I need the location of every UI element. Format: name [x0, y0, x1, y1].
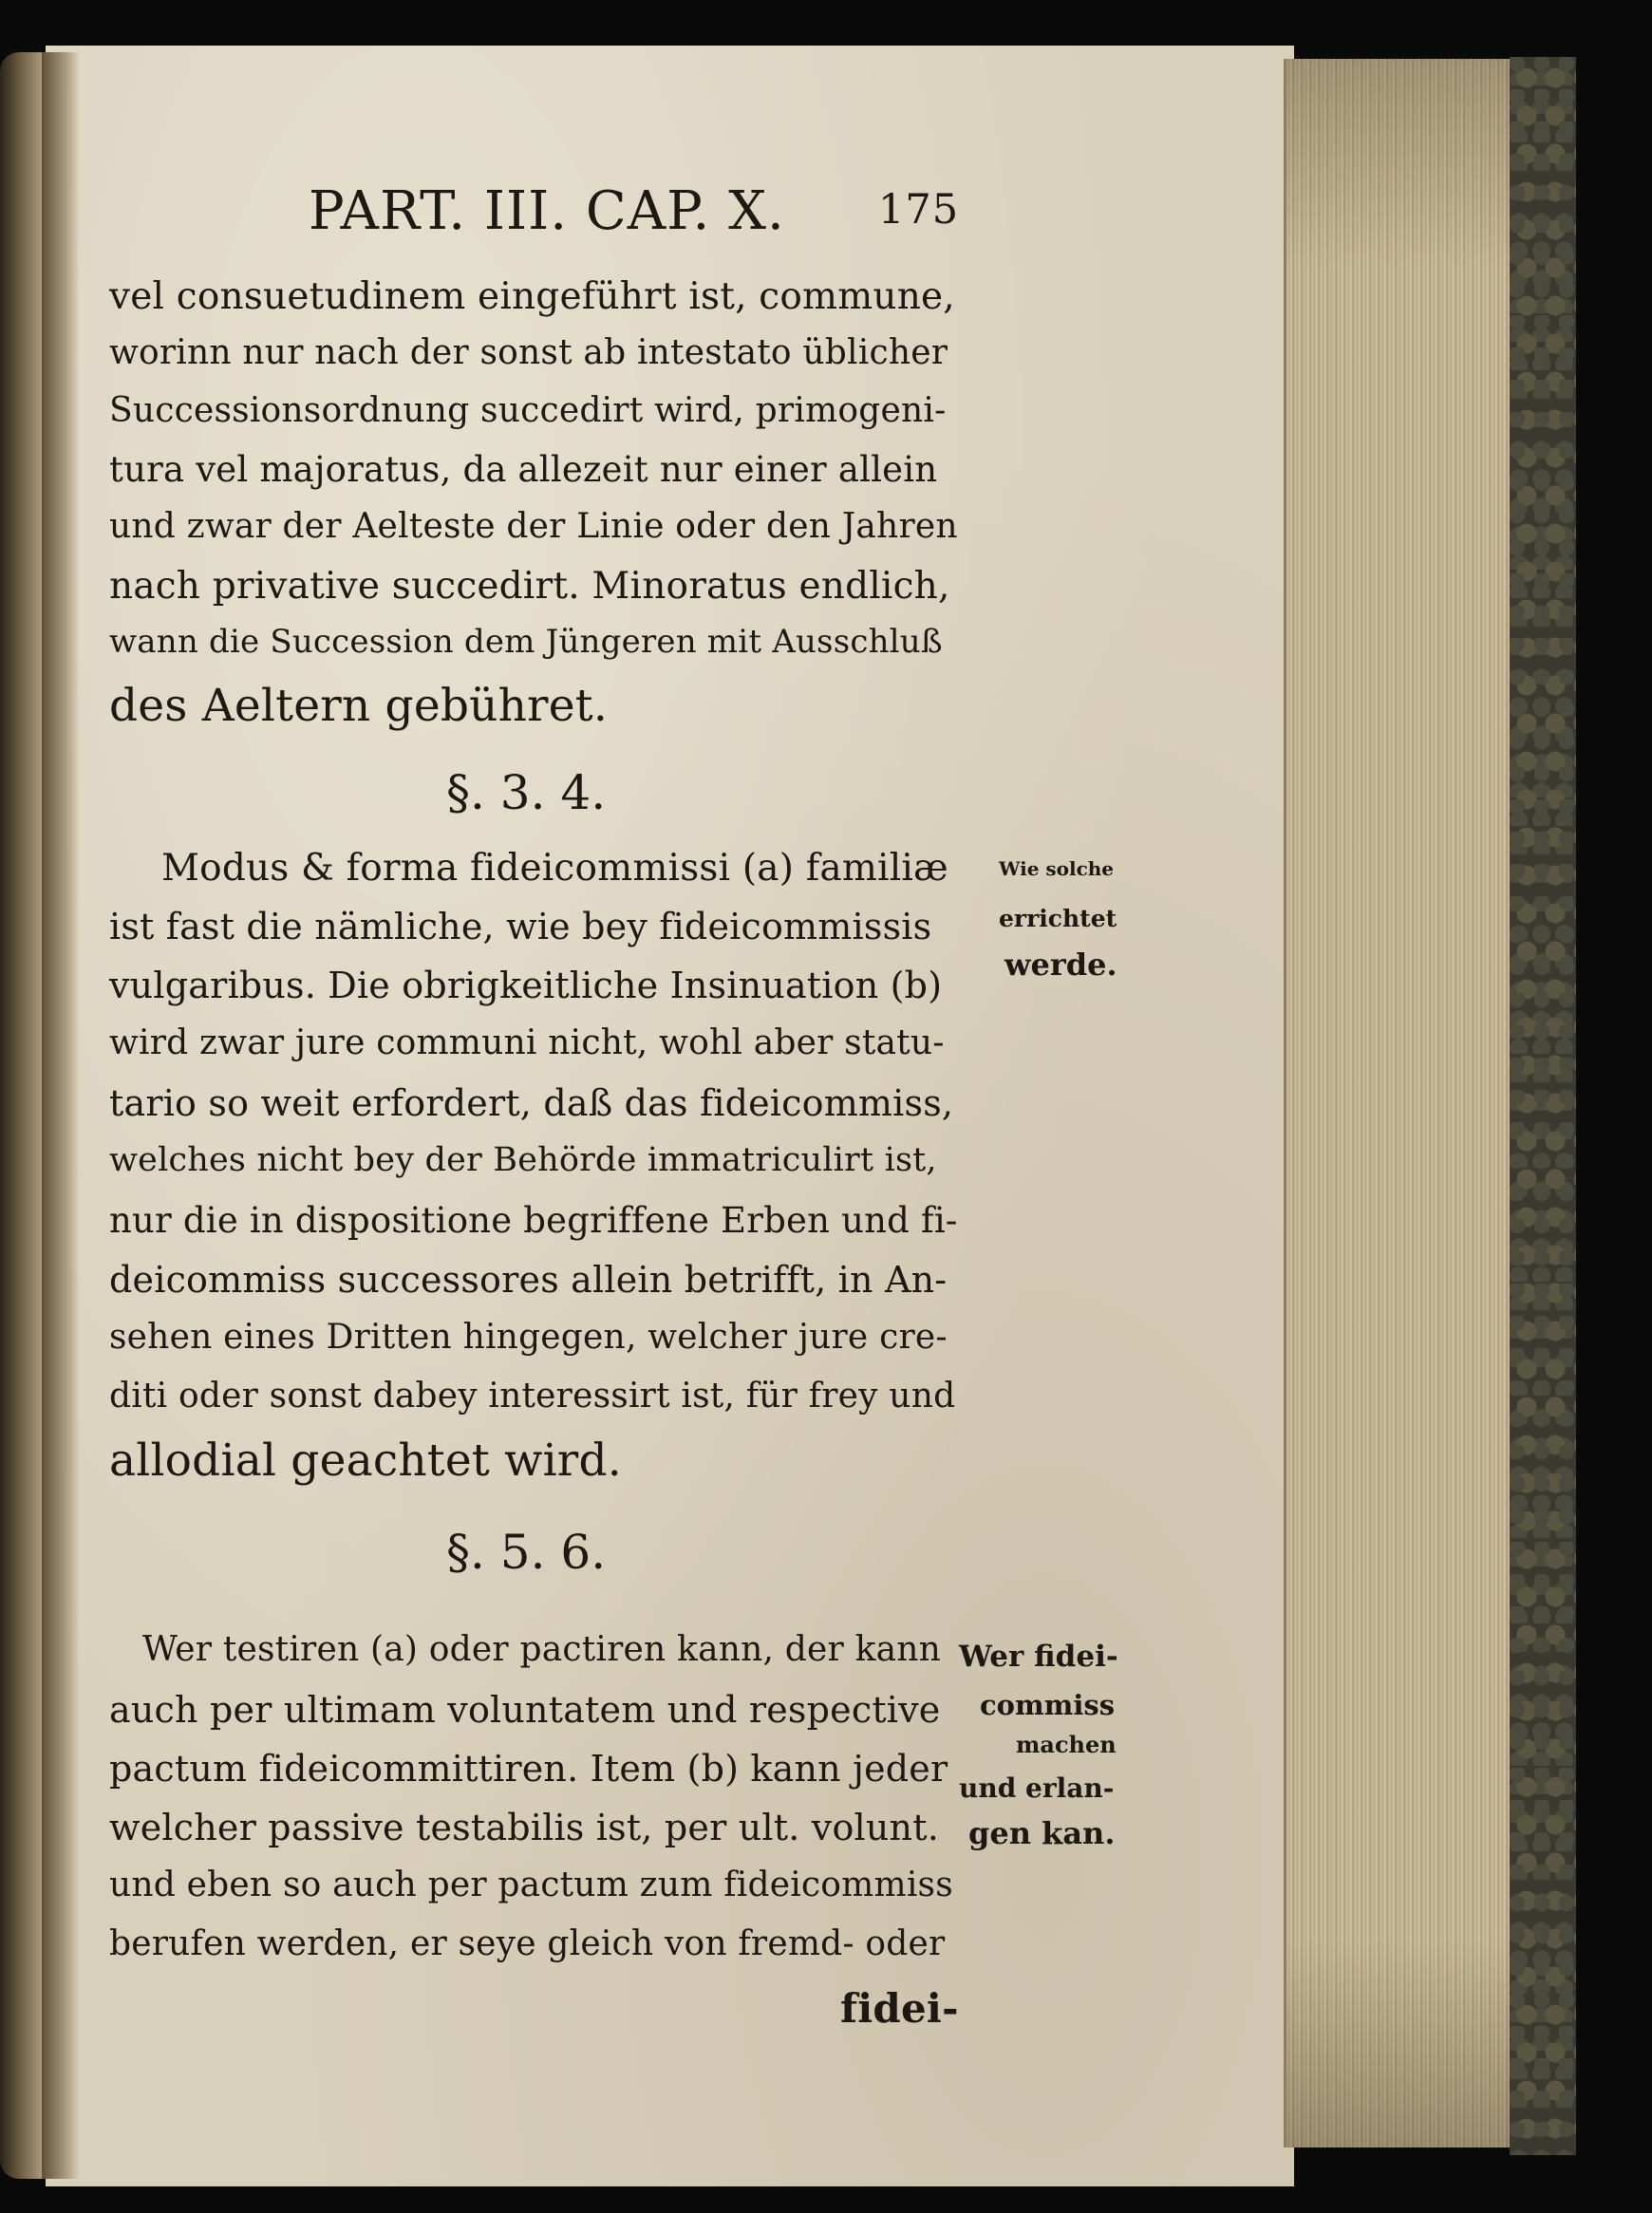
body-line: welches nicht bey der Behörde immatriculirt ist, — [109, 1141, 937, 1179]
body-line: vulgaribus. Die obrigkeitliche Insinuation (b) — [109, 965, 943, 1006]
body-line: und eben so auch per pactum zum fideicommiss — [109, 1866, 953, 1904]
margin-note-line: errichtet — [999, 905, 1117, 932]
body-line: allodial geachtet wird. — [109, 1435, 622, 1487]
catchword: fidei- — [840, 1985, 959, 2032]
body-line: worinn nur nach der sonst ab intestato üblicher — [109, 333, 948, 372]
margin-note-line: gen kan. — [968, 1815, 1116, 1851]
body-line: nur die in dispositione begriffene Erben und fi- — [109, 1200, 958, 1241]
margin-note-line: werde. — [1004, 947, 1117, 983]
body-line: vel consuetudinem eingeführt ist, commune, — [109, 275, 955, 318]
page-number: 175 — [878, 186, 960, 234]
body-line: tura vel majoratus, da allezeit nur einer allein — [109, 449, 938, 490]
margin-note-line: Wie solche — [999, 857, 1115, 880]
body-line: wann die Succession dem Jüngeren mit Ausschluß — [109, 623, 943, 661]
body-line: pactum fideicommittiren. Item (b) kann jeder — [109, 1748, 948, 1790]
margin-note-line: machen — [1016, 1731, 1117, 1758]
margin-note-line: und erlan- — [959, 1772, 1115, 1804]
body-line: diti oder sonst dabey interessirt ist, für frey und — [109, 1377, 956, 1416]
body-line: des Aeltern gebühret. — [109, 680, 608, 732]
body-line: ist fast die nämliche, wie bey fideicommissis — [109, 906, 932, 947]
section-heading: §. 3. 4. — [446, 765, 607, 820]
body-line: Successionsordnung succedirt wird, primogeni- — [109, 391, 947, 430]
margin-note-line: commiss — [980, 1689, 1116, 1721]
body-line: sehen eines Dritten hingegen, welcher jure cre- — [109, 1318, 948, 1357]
section-heading: §. 5. 6. — [446, 1525, 607, 1580]
body-line: auch per ultimam voluntatem und respective — [109, 1689, 941, 1731]
body-line: wird zwar jure communi nicht, wohl aber statu- — [109, 1023, 945, 1062]
running-title: PART. III. CAP. X. — [309, 180, 785, 242]
margin-note-line: Wer fidei- — [959, 1640, 1118, 1674]
body-line: und zwar der Aelteste der Linie oder den Jahren — [109, 507, 958, 546]
body-line: welcher passive testabilis ist, per ult. volunt. — [109, 1807, 939, 1848]
body-line: nach privative succedirt. Minoratus endlich, — [109, 565, 950, 608]
body-line: berufen werden, er seye gleich von fremd- oder — [109, 1924, 946, 1963]
body-line: deicommiss successores allein betrifft, in An- — [109, 1259, 948, 1301]
body-line: tario so weit erfordert, daß das fideicommiss, — [109, 1082, 954, 1124]
body-line: Modus & forma fideicommissi (a) familiæ — [161, 847, 948, 890]
body-line: Wer testiren (a) oder pactiren kann, der kann — [142, 1630, 942, 1669]
